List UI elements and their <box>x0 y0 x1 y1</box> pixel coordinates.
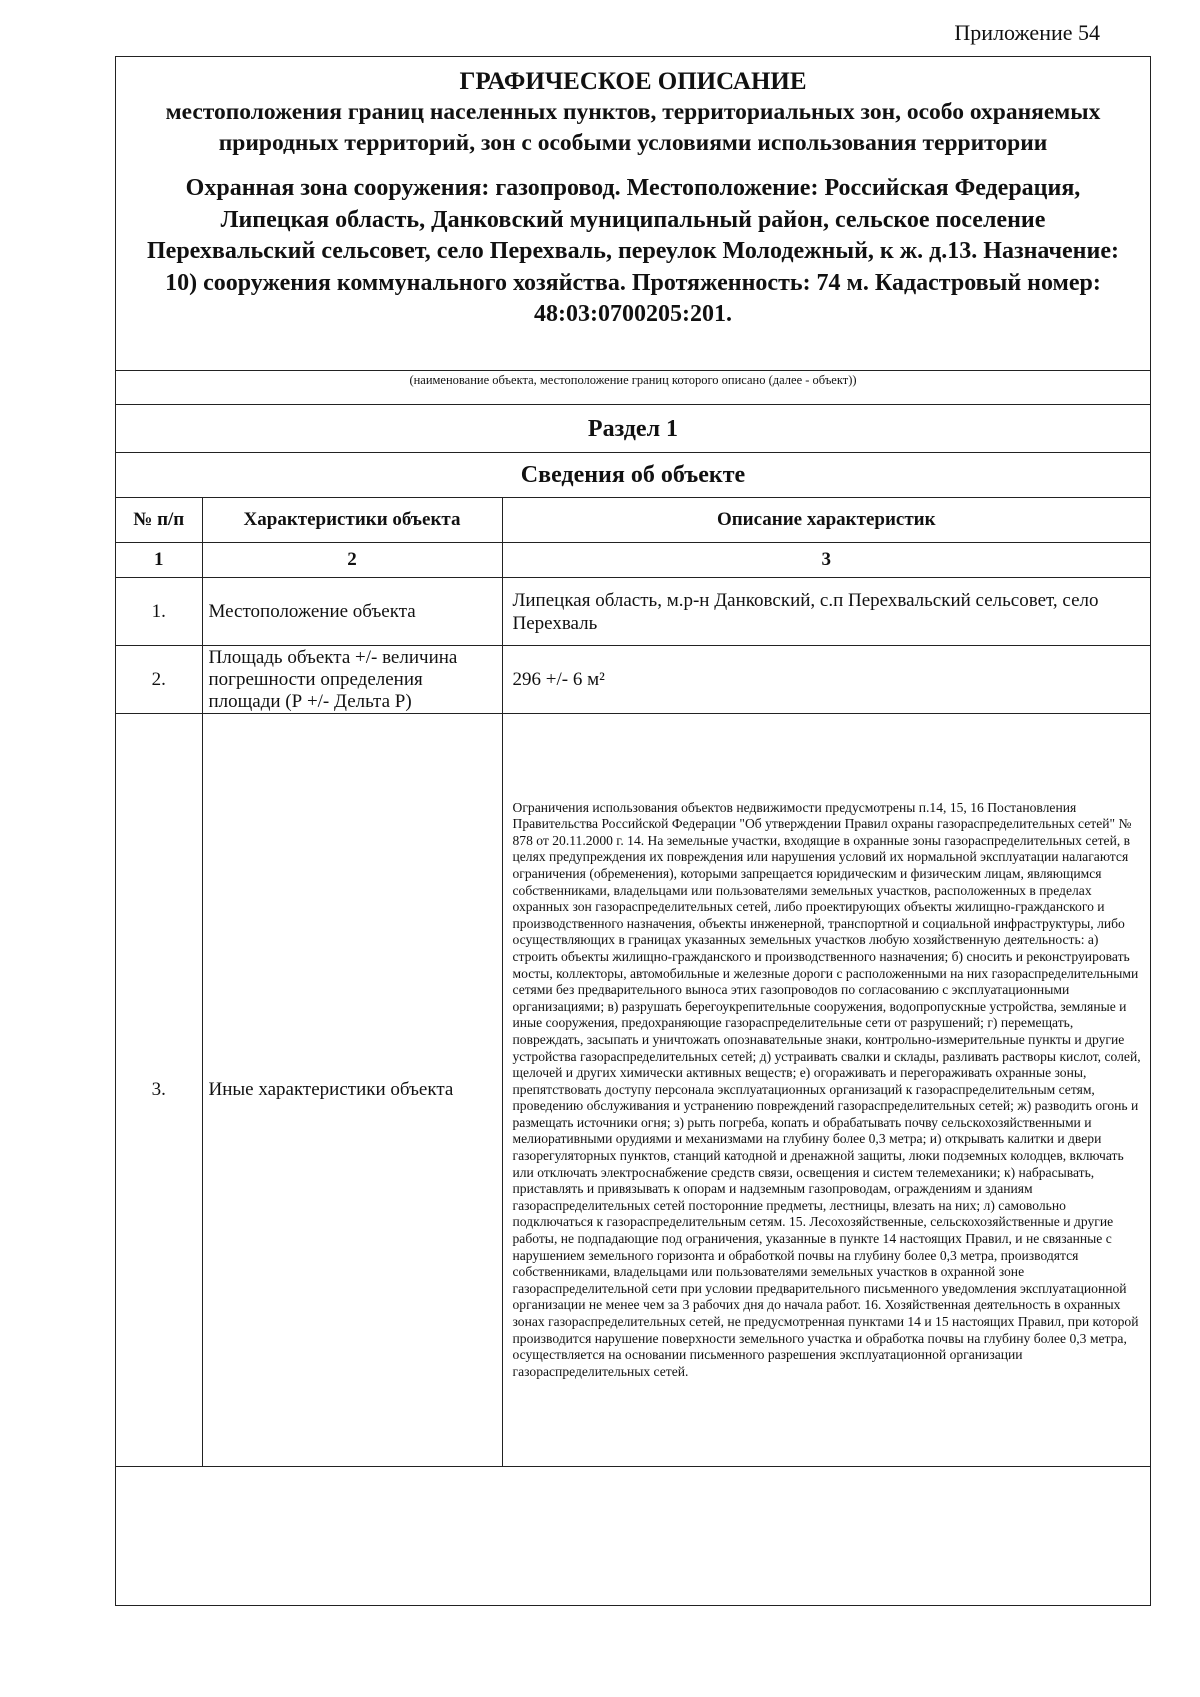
row-number: 2. <box>116 646 202 714</box>
column-number: 2 <box>202 543 502 578</box>
table-row <box>116 714 1150 1467</box>
column-header-description: Описание характеристик <box>502 498 1150 543</box>
object-info-table <box>116 498 1150 1467</box>
column-header-characteristic: Характеристики объекта <box>202 498 502 543</box>
row-characteristic: Иные характеристики объекта <box>202 714 502 1467</box>
object-caption: (наименование объекта, местоположение границ которого описано (далее - объект)) <box>116 371 1150 405</box>
row-description: Ограничения использования объектов недвижимости предусмотрены п.14, 15, 16 Постановления Правительства Российской Федерации "Об утверждении Правил охраны газораспределительных сетей" № 878 от 20.11.2000 г. 14. На земельные участки, входящие в охранные зоны газораспределительных сетей, в целях предупреждения их повреждения или нарушения условий их нормальной эксплуатации налагаются ограничения (обременения), которыми запрещается юридическим и физическим лицам, являющимся собственниками, владельцами или пользователями земельных участков, расположенных в пределах охранных зон газораспределительных сетей, либо проектирующих объекты жилищно-гражданского и производственного назначения, объекты инженерной, транспортной и социальной инфраструктуры, либо осуществляющих в границах указанных земельных участков любую хозяйственную деятельность: а) строить объекты жилищно-гражданского и производственного назначения; б) сносить и реконструировать мосты, коллекторы, автомобильные и железные дороги с расположенными на них газораспределительными сетями без предварительного выноса этих газопроводов по согласованию с эксплуатационными организациями; в) разрушать берегоукрепительные сооружения, водопропускные устройства, земляные и иные сооружения, предохраняющие газораспределительные сети от разрушений; г) перемещать, повреждать, засыпать и уничтожать опознавательные знаки, контрольно-измерительные пункты и другие устройства газораспределительных сетей; д) устраивать свалки и склады, разливать растворы кислот, солей, щелочей и других химически активных веществ; е) огораживать и перегораживать охранные зоны, препятствовать доступу персонала эксплуатационных организаций к газораспределительным сетям, проведению обслуживания и устранению повреждений газораспределительных сетей; ж) разводить огонь и размещать источники огня; з) рыть погреба, копать и обрабатывать почву сельскохозяйственными и мелиоративными орудиями и механизмами на глубину более 0,3 метра; и) открывать калитки и двери газорегуляторных пунктов, станций катодной и дренажной защиты, люки подземных колодцев, включать или отключать электроснабжение средств связи, освещения и систем телемеханики; к) набрасывать, приставлять и привязывать к опорам и надземным газопроводам, ограждениям и зданиям газораспределительных сетей посторонние предметы, лестницы, влезать на них; л) самовольно подключаться к газораспределительным сетям. 15. Лесохозяйственные, сельскохозяйственные и другие работы, не подпадающие под ограничения, указанные в пункте 14 настоящих Правил, и не связанные с нарушением земельного горизонта и обработкой почвы на глубину более 0,3 метра, производятся собственниками, владельцами или пользователями земельных участков в охранной зоне газораспределительной сети при условии предварительного письменного уведомления эксплуатационной организации не менее чем за 3 рабочих дня до начала работ. 16. Хозяйственная деятельность в охранных зонах газораспределительных сетей, не предусмотренная пунктами 14 и 15 настоящих Правил, при которой производится нарушение поверхности земельного участка и обработка почвы на глубину более 0,3 метра, осуществляется на основании письменного разрешения эксплуатационной организации газораспределительных сетей. <box>502 714 1150 1467</box>
table-header-row <box>116 498 1150 543</box>
row-description: 296 +/- 6 м² <box>502 646 1150 714</box>
column-number: 3 <box>502 543 1150 578</box>
table-row <box>116 578 1150 646</box>
section-title: Раздел 1 <box>116 405 1150 453</box>
row-number: 3. <box>116 714 202 1467</box>
document-title: ГРАФИЧЕСКОЕ ОПИСАНИЕ <box>459 68 807 95</box>
document-header <box>116 57 1150 371</box>
section-subtitle: Сведения об объекте <box>116 453 1150 498</box>
table-row <box>116 646 1150 714</box>
column-number-row <box>116 543 1150 578</box>
column-header-number: № п/п <box>116 498 202 543</box>
document-frame <box>115 56 1151 1606</box>
blank-area <box>116 1450 1150 1605</box>
object-name: Охранная зона сооружения: газопровод. Местоположение: Российская Федерация, Липецкая область, Данковский муниципальный район, сельское поселение Перехвальский сельсовет, село Перехваль, переулок Молодежный, к ж. д.13. Назначение: 10) сооружения коммунального хозяйства. Протяженность: 74 м. Кадастровый номер: 48:03:0700205:201. <box>147 175 1119 327</box>
appendix-label: Приложение 54 <box>954 20 1100 45</box>
document-subtitle: местоположения границ населенных пунктов, территориальных зон, особо охраняемых природных территорий, зон с особыми условиями использования территории <box>165 99 1101 156</box>
row-description: Липецкая область, м.р-н Данковский, с.п Перехвальский сельсовет, село Перехваль <box>502 578 1150 646</box>
column-number: 1 <box>116 543 202 578</box>
row-number: 1. <box>116 578 202 646</box>
row-characteristic: Площадь объекта +/- величина погрешности определения площади (Р +/- Дельта Р) <box>202 646 502 714</box>
row-characteristic: Местоположение объекта <box>202 578 502 646</box>
